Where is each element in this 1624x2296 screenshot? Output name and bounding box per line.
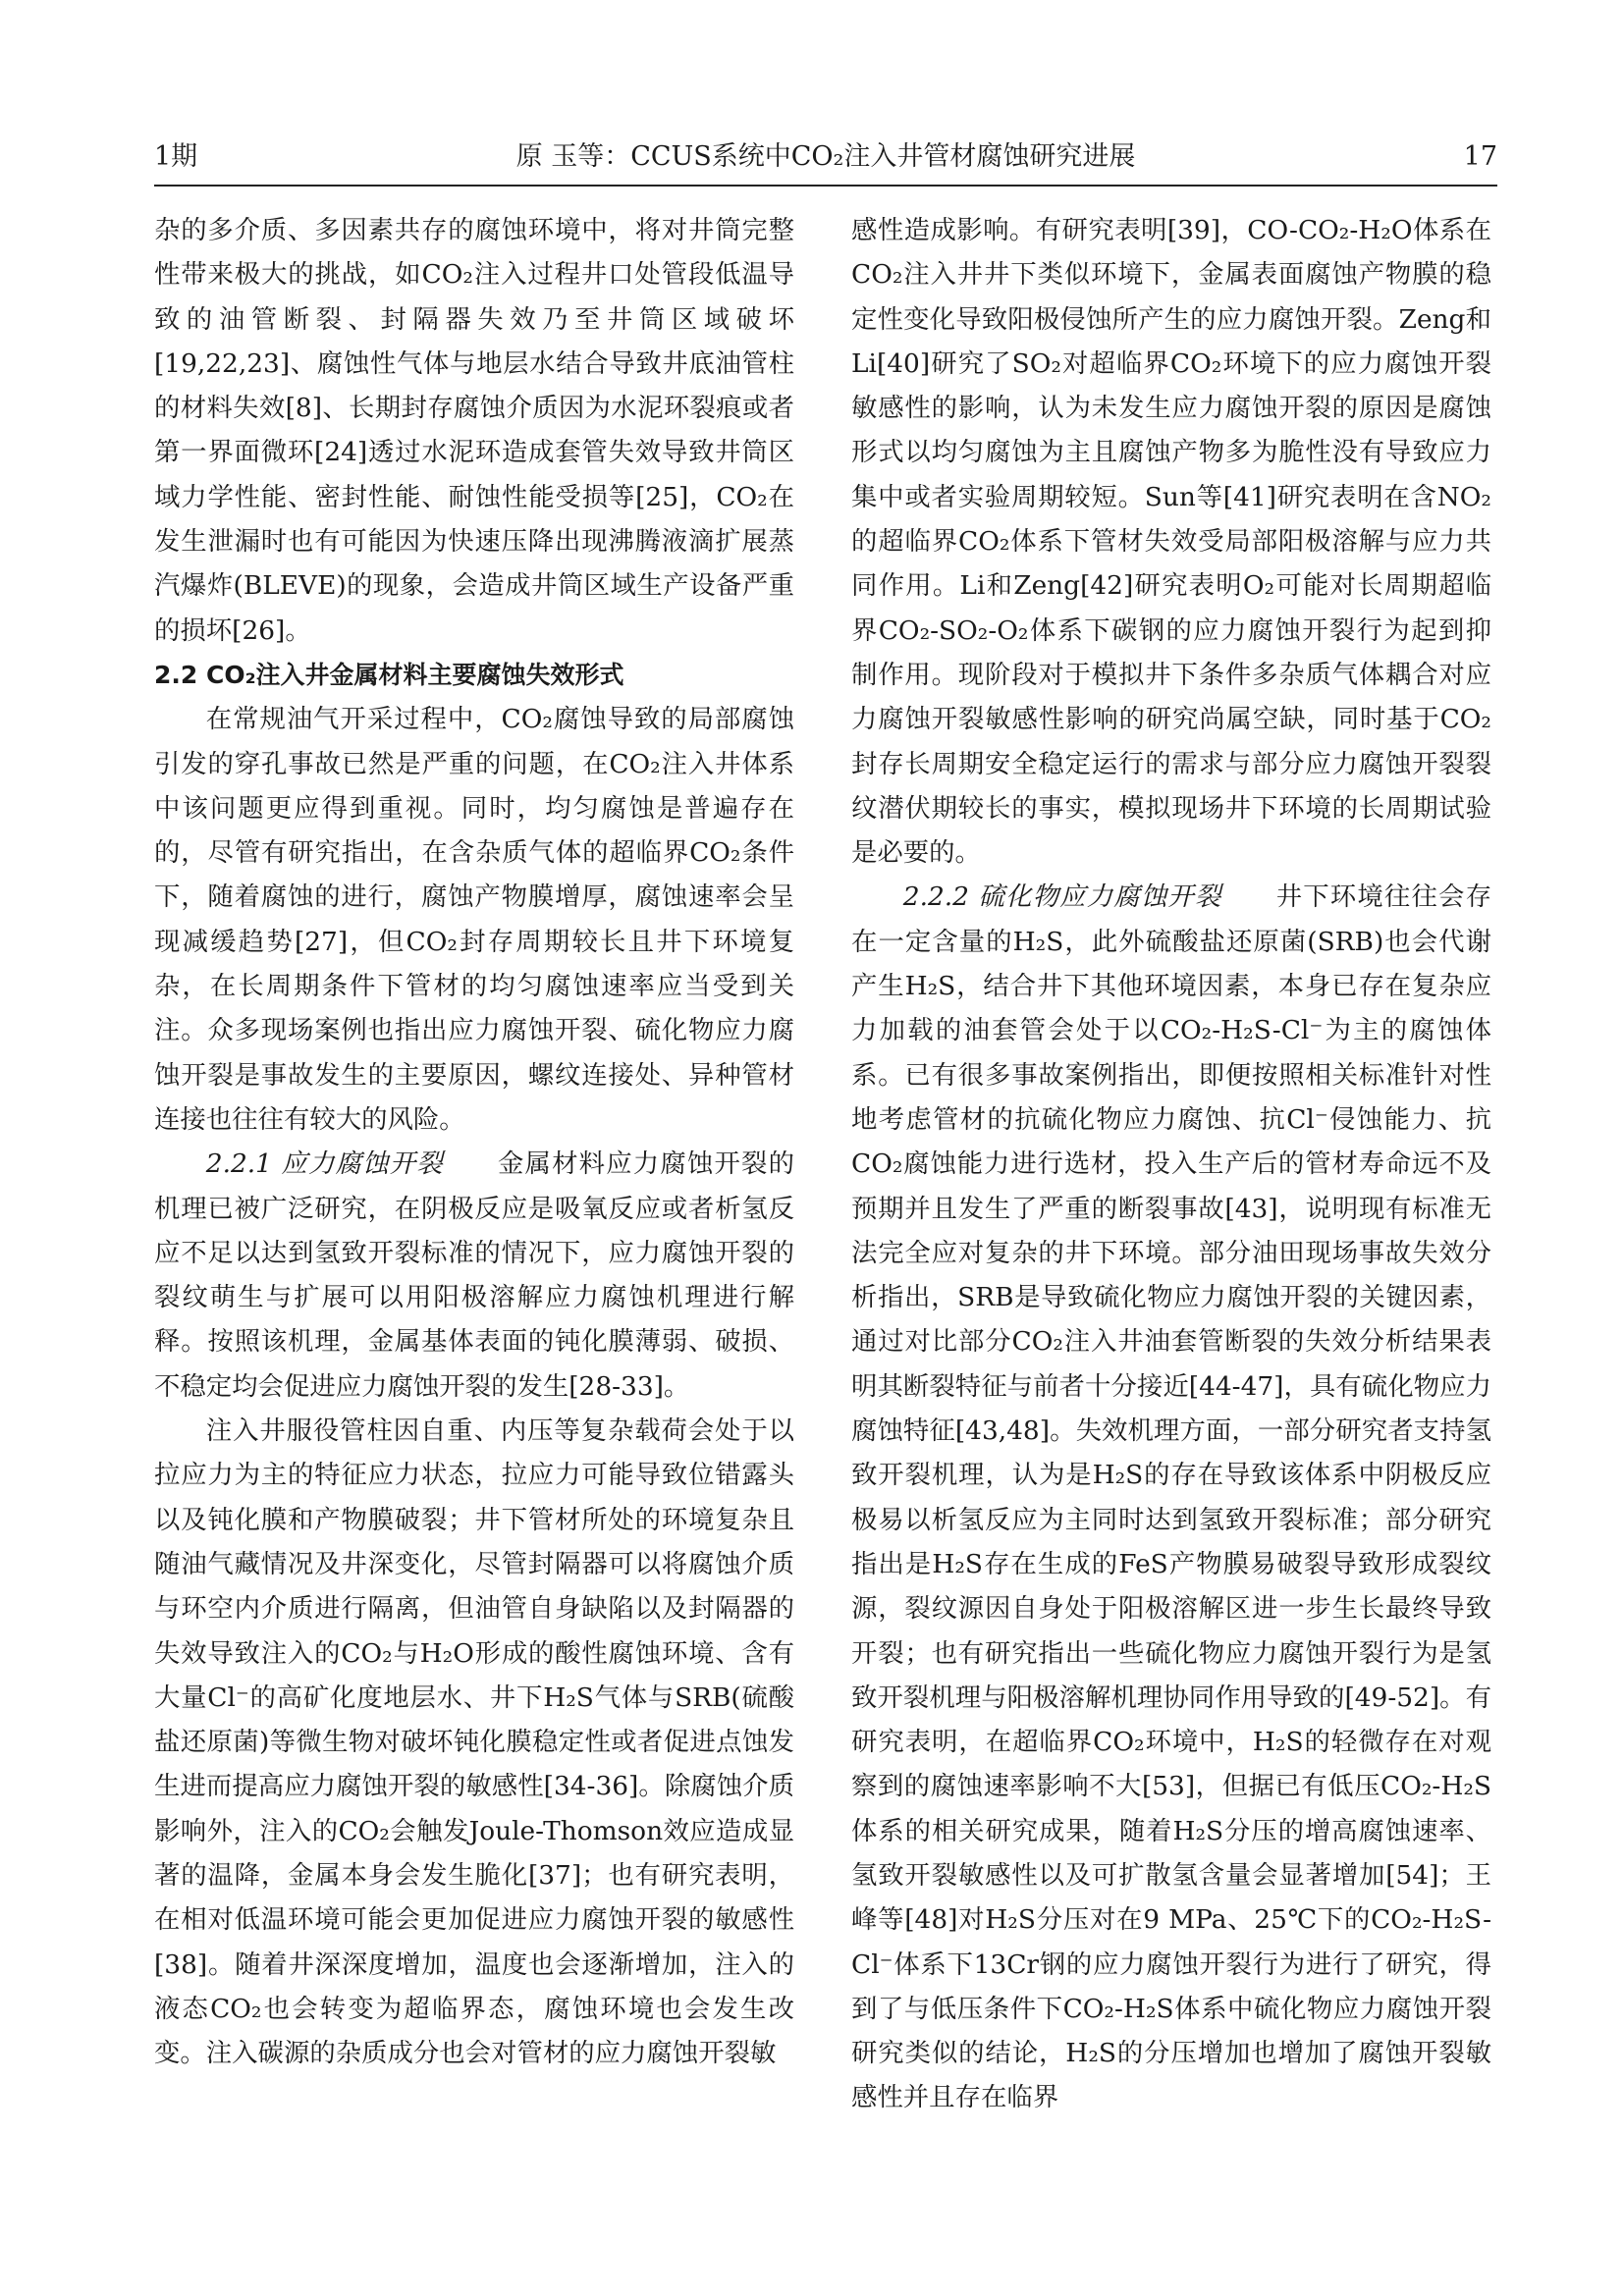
- left-paragraph-3-body: 金属材料应力腐蚀开裂的机理已被广泛研究，在阴极反应是吸氧反应或者析氢反应不足以达到氢致开裂标准的情况下，应力腐蚀开裂的裂纹萌生与扩展可以用阳极溶解应力腐蚀机理进行解释。按照该机理，金属基体表面的钝化膜薄弱、破损、不稳定均会促进应力腐蚀开裂的发生[28-33]。: [154, 1148, 794, 1402]
- header-rule: [154, 185, 1497, 187]
- left-paragraph-1: 杂的多介质、多因素共存的腐蚀环境中，将对井筒完整性带来极大的挑战，如CO₂注入过程井口处管段低温导致的油管断裂、封隔器失效乃至井筒区域破坏[19,22,23]、腐蚀性气体与地层水结合导致井底油管柱的材料失效[8]、长期封存腐蚀介质因为水泥环裂痕或者第一界面微环[24]透过水泥环造成套管失效导致井筒区域力学性能、密封性能、耐蚀性能受损等[25]，CO₂在发生泄漏时也有可能因为快速压降出现沸腾液滴扩展蒸汽爆炸(BLEVE)的现象，会造成井筒区域生产设备严重的损坏[26]。: [154, 215, 794, 646]
- subsection-heading-2-2-1: 2.2.1 应力腐蚀开裂: [205, 1148, 444, 1180]
- left-paragraph-4: 注入井服役管柱因自重、内压等复杂载荷会处于以拉应力为主的特征应力状态，拉应力可能导致位错露头以及钝化膜和产物膜破裂；井下管材所处的环境复杂且随油气藏情况及井深变化，尽管封隔器可以将腐蚀介质与环空内介质进行隔离，但油管自身缺陷以及封隔器的失效导致注入的CO₂与H₂O形成的酸性腐蚀环境、含有大量Cl⁻的高矿化度地层水、井下H₂S气体与SRB(硫酸盐还原菌)等微生物对破坏钝化膜稳定性或者促进点蚀发生进而提高应力腐蚀开裂的敏感性[34-36]。除腐蚀介质影响外，注入的CO₂会触发Joule-Thomson效应造成显著的温降，金属本身会发生脆化[37]；也有研究表明，在相对低温环境可能会更加促进应力腐蚀开裂的敏感性[38]。随着井深深度增加，温度也会逐渐增加，注入的液态CO₂也会转变为超临界态，腐蚀环境也会发生改变。注入碳源的杂质成分也会对管材的应力腐蚀开裂敏: [154, 1415, 794, 2069]
- right-paragraph-1: 感性造成影响。有研究表明[39]，CO-CO₂-H₂O体系在CO₂注入井井下类似环境下，金属表面腐蚀产物膜的稳定性变化导致阳极侵蚀所产生的应力腐蚀开裂。Zeng和Li[40]研究了SO₂对超临界CO₂环境下的应力腐蚀开裂敏感性的影响，认为未发生应力腐蚀开裂的原因是腐蚀形式以均匀腐蚀为主且腐蚀产物多为脆性没有导致应力集中或者实验周期较短。Sun等[41]研究表明在含NO₂的超临界CO₂体系下管材失效受局部阳极溶解与应力共同作用。Li和Zeng[42]研究表明O₂可能对长周期超临界CO₂-SO₂-O₂体系下碳钢的应力腐蚀开裂行为起到抑制作用。现阶段对于模拟井下条件多杂质气体耦合对应力腐蚀开裂敏感性影响的研究尚属空缺，同时基于CO₂封存长周期安全稳定运行的需求与部分应力腐蚀开裂裂纹潜伏期较长的事实，模拟现场井下环境的长周期试验是必要的。: [851, 215, 1491, 869]
- right-paragraph-2-body: 井下环境往往会存在一定含量的H₂S，此外硫酸盐还原菌(SRB)也会代谢产生H₂S，结合井下其他环境因素，本身已存在复杂应力加载的油套管会处于以CO₂-H₂S-Cl⁻为主的腐蚀体系。已有很多事故案例指出，即便按照相关标准针对性地考虑管材的抗硫化物应力腐蚀、抗Cl⁻侵蚀能力、抗CO₂腐蚀能力进行选材，投入生产后的管材寿命远不及预期并且发生了严重的断裂事故[43]，说明现有标准无法完全应对复杂的井下环境。部分油田现场事故失效分析指出，SRB是导致硫化物应力腐蚀开裂的关键因素，通过对比部分CO₂注入井油套管断裂的失效分析结果表明其断裂特征与前者十分接近[44-47]，具有硫化物应力腐蚀特征[43,48]。失效机理方面，一部分研究者支持氢致开裂机理，认为是H₂S的存在导致该体系中阴极反应极易以析氢反应为主同时达到氢致开裂标准；部分研究指出是H₂S存在生成的FeS产物膜易破裂导致形成裂纹源，裂纹源因自身处于阳极溶解区进一步生长最终导致开裂；也有研究指出一些硫化物应力腐蚀开裂行为是氢致开裂机理与阳极溶解机理协同作用导致的[49-52]。有研究表明，在超临界CO₂环境中，H₂S的轻微存在对观察到的腐蚀速率影响不大[53]，但据已有低压CO₂-H₂S体系的相关研究成果，随着H₂S分压的增高腐蚀速率、氢致开裂敏感性以及可扩散氢含量会显著增加[54]；王峰等[48]对H₂S分压对在9 MPa、25℃下的CO₂-H₂S-Cl⁻体系下13Cr钢的应力腐蚀开裂行为进行了研究，得到了与低压条件下CO₂-H₂S体系中硫化物应力腐蚀开裂研究类似的结论，H₂S的分压增加也增加了腐蚀开裂敏感性并且存在临界: [851, 881, 1492, 2113]
- running-header: [154, 137, 1497, 177]
- running-title: 原 玉等：CCUS系统中CO₂注入井管材腐蚀研究进展: [515, 141, 1136, 172]
- page-number: 17: [1463, 141, 1497, 172]
- left-paragraph-2: 在常规油气开采过程中，CO₂腐蚀导致的局部腐蚀引发的穿孔事故已然是严重的问题，在CO₂注入井体系中该问题更应得到重视。同时，均匀腐蚀是普遍存在的，尽管有研究指出，在含杂质气体的超临界CO₂条件下，随着腐蚀的进行，腐蚀产物膜增厚，腐蚀速率会呈现减缓趋势[27]，但CO₂封存周期较长且井下环境复杂，在长周期条件下管材的均匀腐蚀速率应当受到关注。众多现场案例也指出应力腐蚀开裂、硫化物应力腐蚀开裂是事故发生的主要原因，螺纹连接处、异种管材连接也往往有较大的风险。: [154, 704, 794, 1135]
- right-paragraph-2: [851, 875, 1491, 2119]
- left-paragraph-3: [154, 1142, 794, 1409]
- section-heading-2-2: 2.2 CO₂注入井金属材料主要腐蚀失效形式: [154, 660, 624, 689]
- subsection-heading-2-2-2: 2.2.2 硫化物应力腐蚀开裂: [902, 881, 1222, 913]
- left-column: [154, 208, 794, 2075]
- right-column: [851, 208, 1491, 2120]
- issue-label: 1期: [154, 141, 198, 172]
